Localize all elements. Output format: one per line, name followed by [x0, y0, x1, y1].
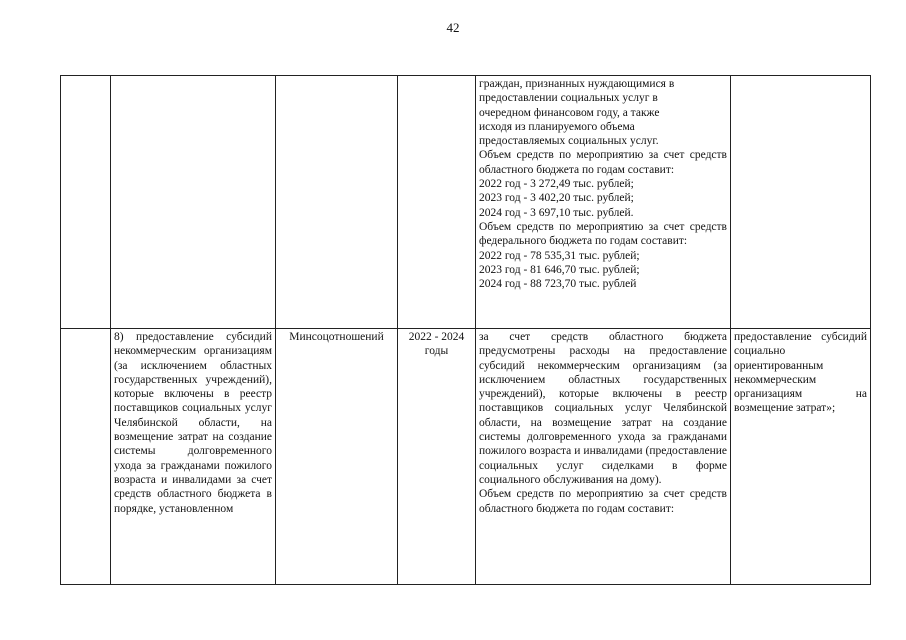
regional-year-2022: 2022 год - 3 272,49 тыс. рублей; — [479, 178, 634, 191]
cell-description — [476, 76, 731, 329]
cell-number — [61, 76, 111, 329]
description-line: очередном финансовом году, а также — [479, 106, 660, 119]
cell-description — [476, 329, 731, 585]
table-row — [61, 76, 871, 329]
description-line: предоставлении социальных услуг в — [479, 92, 658, 105]
regional-budget-heading: Объем средств по мероприятию за счет средств областного бюджета по годам составит: — [479, 488, 727, 515]
federal-year-2023: 2023 год - 81 646,70 тыс. рублей; — [479, 263, 640, 276]
description-text: за счет средств областного бюджета предусмотрены расходы на предоставление субсидий некоммерческим организациям (за исключением областных государственных учреждений), которые включены в реестр поставщиков социальных услуг Челябинской области, на возмещение затрат на создание системы долговременного ухода за гражданами пожилого возраста и инвалидами (предоставление социальных услуг сиделками в форме социального обслуживания на дому). — [479, 331, 727, 486]
federal-year-2024: 2024 год - 88 723,70 тыс. рублей — [479, 278, 637, 291]
regional-year-2023: 2023 год - 3 402,20 тыс. рублей; — [479, 192, 634, 205]
description-line: исходя из планируемого объема — [479, 120, 635, 133]
cell-result — [731, 76, 871, 329]
cell-measure — [111, 76, 276, 329]
description-line: граждан, признанных нуждающимися в — [479, 78, 675, 90]
federal-year-2022: 2022 год - 78 535,31 тыс. рублей; — [479, 249, 640, 262]
regional-budget-heading: Объем средств по мероприятию за счет средств областного бюджета по годам составит: — [479, 149, 727, 176]
page-number: 42 — [446, 20, 460, 35]
federal-budget-heading: Объем средств по мероприятию за счет средств федерального бюджета по годам составит: — [479, 220, 727, 248]
measure-text: 8) предоставление субсидий некоммерческим организациям (за исключением областных государственных учреждений), которые включены в реестр поставщиков социальных услуг Челябинской области, на возмещение затрат на создание системы долговременного ухода за гражданами пожилого возраста и инвалидами за счет средств областного бюджета в порядке, установленном — [111, 329, 276, 585]
description-line: предоставляемых социальных услуг. — [479, 135, 659, 148]
measures-table — [60, 75, 871, 585]
cell-period — [398, 76, 476, 329]
table-row — [61, 329, 871, 585]
period-text: 2022 - 2024 годы — [398, 329, 476, 585]
cell-number — [61, 329, 111, 585]
regional-year-2024: 2024 год - 3 697,10 тыс. рублей. — [479, 206, 634, 219]
result-text: предоставление субсидий социально ориентированным некоммерческим организациям на возмещение затрат»; — [731, 329, 871, 585]
executor-text: Минсоцотношений — [276, 329, 398, 585]
cell-executor — [276, 76, 398, 329]
